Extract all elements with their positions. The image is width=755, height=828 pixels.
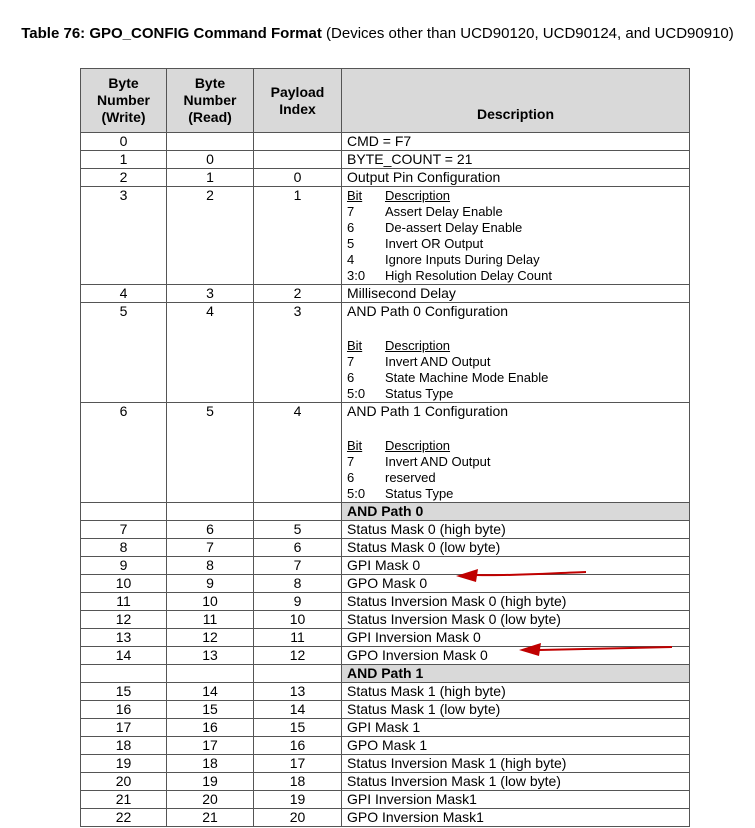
bit-list-header — [347, 188, 689, 204]
section-heading: AND Path 1 — [342, 665, 690, 683]
cell-description — [342, 187, 690, 285]
description-text: Status Inversion Mask 1 (low byte) — [347, 773, 561, 789]
description-text: AND Path 0 Configuration — [347, 303, 509, 319]
header-payload-index: Payload Index — [254, 69, 342, 133]
table-row — [81, 133, 690, 151]
cell-description — [342, 539, 690, 557]
cell-byte-read: 11 — [167, 611, 254, 629]
cell-byte-write: 4 — [81, 285, 167, 303]
cell-byte-write: 2 — [81, 169, 167, 187]
bit-description: Invert AND Output — [385, 454, 491, 469]
spacer — [347, 420, 689, 437]
bit-list-header — [347, 338, 689, 354]
table-row — [81, 169, 690, 187]
table-header-row — [81, 69, 690, 133]
bit-number: 7 — [347, 354, 355, 369]
cell-byte-read: 3 — [167, 285, 254, 303]
table-caption — [0, 24, 755, 43]
cell-payload-index: 2 — [254, 285, 342, 303]
description-text: GPI Mask 0 — [347, 557, 421, 573]
cell-byte-read: 10 — [167, 593, 254, 611]
description-text: GPI Mask 1 — [347, 719, 421, 735]
table-row — [81, 539, 690, 557]
bit-number: 3:0 — [347, 268, 366, 283]
bit-description: Assert Delay Enable — [385, 204, 503, 219]
bit-description-header: Description — [385, 188, 451, 203]
cell-byte-write: 5 — [81, 303, 167, 403]
table-row — [81, 303, 690, 403]
cell-payload-index: 18 — [254, 773, 342, 791]
cell-payload-index: 4 — [254, 403, 342, 503]
bit-field-list — [347, 188, 689, 284]
caption-rest: (Devices other than UCD90120, UCD90124, and UCD90910) — [321, 25, 734, 42]
cell-payload-index: 12 — [254, 647, 342, 665]
cell-byte-read: 6 — [167, 521, 254, 539]
table-row — [81, 611, 690, 629]
description-text: Millisecond Delay — [347, 285, 456, 301]
bit-field-row — [347, 354, 689, 370]
table-row — [81, 755, 690, 773]
bit-description: High Resolution Delay Count — [385, 268, 552, 283]
cell-byte-write: 21 — [81, 791, 167, 809]
description-text: GPI Inversion Mask 0 — [347, 629, 481, 645]
cell-description — [342, 611, 690, 629]
cell-byte-write: 16 — [81, 701, 167, 719]
cell-byte-read: 17 — [167, 737, 254, 755]
cell-description — [342, 737, 690, 755]
table-row — [81, 285, 690, 303]
cell-byte-write — [81, 665, 167, 683]
bit-list-header — [347, 438, 689, 454]
bit-field-row — [347, 486, 689, 502]
cell-payload-index: 19 — [254, 791, 342, 809]
table-body — [81, 133, 690, 827]
arrowhead — [519, 643, 541, 656]
bit-number: 7 — [347, 204, 355, 219]
cell-byte-write: 12 — [81, 611, 167, 629]
cell-payload-index: 3 — [254, 303, 342, 403]
cell-payload-index: 1 — [254, 187, 342, 285]
cell-payload-index: 16 — [254, 737, 342, 755]
cell-byte-write: 20 — [81, 773, 167, 791]
cell-description — [342, 773, 690, 791]
bit-description: Invert OR Output — [385, 236, 484, 251]
bit-description: Status Type — [385, 386, 454, 401]
description-text: GPO Inversion Mask 0 — [347, 647, 488, 663]
cell-description — [342, 133, 690, 151]
cell-byte-read — [167, 133, 254, 151]
arrowhead — [456, 569, 478, 582]
bit-field-row — [347, 204, 689, 220]
cell-byte-write: 0 — [81, 133, 167, 151]
bit-field-row — [347, 454, 689, 470]
cell-byte-read: 13 — [167, 647, 254, 665]
description-text: GPO Mask 1 — [347, 737, 428, 753]
cell-payload-index: 6 — [254, 539, 342, 557]
cell-byte-write: 9 — [81, 557, 167, 575]
cell-byte-write: 13 — [81, 629, 167, 647]
bit-field-row — [347, 236, 689, 252]
bit-number: 6 — [347, 470, 355, 485]
cell-byte-read: 16 — [167, 719, 254, 737]
cell-payload-index: 7 — [254, 557, 342, 575]
bit-description: Invert AND Output — [385, 354, 491, 369]
description-text: Status Mask 0 (low byte) — [347, 539, 501, 555]
table-row — [81, 187, 690, 285]
description-text: BYTE_COUNT = 21 — [347, 151, 473, 167]
bit-description-header: Description — [385, 438, 451, 453]
cell-byte-read: 8 — [167, 557, 254, 575]
bit-number: 5:0 — [347, 486, 366, 501]
bit-description: De-assert Delay Enable — [385, 220, 523, 235]
section-heading: AND Path 0 — [342, 503, 690, 521]
header-byte-read: Byte Number (Read) — [167, 69, 254, 133]
table-row — [81, 773, 690, 791]
cell-payload-index — [254, 503, 342, 521]
cell-byte-write — [81, 503, 167, 521]
table-row — [81, 557, 690, 575]
cell-payload-index: 9 — [254, 593, 342, 611]
table-row — [81, 701, 690, 719]
cell-description — [342, 403, 690, 503]
cell-byte-read: 19 — [167, 773, 254, 791]
cell-byte-read: 1 — [167, 169, 254, 187]
description-text: AND Path 1 Configuration — [347, 403, 509, 419]
cell-byte-read: 4 — [167, 303, 254, 403]
cell-byte-read: 2 — [167, 187, 254, 285]
bit-number: 7 — [347, 454, 355, 469]
table-row — [81, 593, 690, 611]
table-row — [81, 791, 690, 809]
cell-description — [342, 791, 690, 809]
cell-byte-read: 14 — [167, 683, 254, 701]
bit-description: Ignore Inputs During Delay — [385, 252, 540, 267]
bit-number: 5 — [347, 236, 355, 251]
bit-field-row — [347, 386, 689, 402]
cell-byte-write: 10 — [81, 575, 167, 593]
cell-byte-write: 19 — [81, 755, 167, 773]
description-text: GPO Mask 0 — [347, 575, 428, 591]
section-row — [81, 503, 690, 521]
description-text: Status Mask 1 (low byte) — [347, 701, 501, 717]
cell-byte-write: 17 — [81, 719, 167, 737]
bit-field-list — [347, 438, 689, 502]
description-text: Status Inversion Mask 0 (low byte) — [347, 611, 561, 627]
cell-payload-index: 15 — [254, 719, 342, 737]
cell-byte-read: 15 — [167, 701, 254, 719]
cell-description — [342, 521, 690, 539]
bit-field-row — [347, 252, 689, 268]
cell-payload-index: 11 — [254, 629, 342, 647]
cell-byte-write: 15 — [81, 683, 167, 701]
description-text: Output Pin Configuration — [347, 169, 501, 185]
description-text: Status Mask 0 (high byte) — [347, 521, 506, 537]
cell-byte-write: 1 — [81, 151, 167, 169]
cell-description — [342, 303, 690, 403]
table-row — [81, 683, 690, 701]
header-description: Description — [342, 69, 690, 133]
cell-payload-index: 20 — [254, 809, 342, 827]
cell-description — [342, 683, 690, 701]
bit-header-label: Bit — [347, 438, 363, 453]
bit-header-label: Bit — [347, 338, 363, 353]
arrow-icon — [517, 640, 677, 658]
bit-number: 4 — [347, 252, 355, 267]
bit-description: Status Type — [385, 486, 454, 501]
description-text: GPO Inversion Mask1 — [347, 809, 484, 825]
bit-header-label: Bit — [347, 188, 363, 203]
cell-description — [342, 719, 690, 737]
cell-byte-write: 8 — [81, 539, 167, 557]
command-format-table — [80, 68, 690, 827]
table-row — [81, 151, 690, 169]
cell-payload-index — [254, 151, 342, 169]
cell-payload-index: 17 — [254, 755, 342, 773]
cell-payload-index: 10 — [254, 611, 342, 629]
bit-description: reserved — [385, 470, 436, 485]
cell-byte-write: 22 — [81, 809, 167, 827]
cell-payload-index — [254, 133, 342, 151]
cell-payload-index: 13 — [254, 683, 342, 701]
cell-byte-read — [167, 665, 254, 683]
cell-byte-read — [167, 503, 254, 521]
cell-byte-read: 21 — [167, 809, 254, 827]
section-row — [81, 665, 690, 683]
cell-byte-write: 11 — [81, 593, 167, 611]
table-row — [81, 403, 690, 503]
cell-byte-read: 12 — [167, 629, 254, 647]
cell-description — [342, 755, 690, 773]
bit-field-list — [347, 338, 689, 402]
cell-payload-index: 14 — [254, 701, 342, 719]
bit-field-row — [347, 470, 689, 486]
bit-description: State Machine Mode Enable — [385, 370, 549, 385]
bit-field-row — [347, 370, 689, 386]
description-text: Status Mask 1 (high byte) — [347, 683, 506, 699]
table-row — [81, 737, 690, 755]
cell-description — [342, 593, 690, 611]
table-row — [81, 809, 690, 827]
table-row — [81, 719, 690, 737]
cell-byte-read: 5 — [167, 403, 254, 503]
description-text: Status Inversion Mask 0 (high byte) — [347, 593, 567, 609]
cell-description — [342, 809, 690, 827]
description-text: GPI Inversion Mask1 — [347, 791, 477, 807]
bit-field-row — [347, 268, 689, 284]
cell-description — [342, 169, 690, 187]
table-row — [81, 521, 690, 539]
bit-number: 5:0 — [347, 386, 366, 401]
bit-field-row — [347, 220, 689, 236]
cell-payload-index: 8 — [254, 575, 342, 593]
cell-description — [342, 151, 690, 169]
bit-description-header: Description — [385, 338, 451, 353]
cell-byte-write: 14 — [81, 647, 167, 665]
header-byte-write: Byte Number (Write) — [81, 69, 167, 133]
cell-byte-read: 20 — [167, 791, 254, 809]
description-text: CMD = F7 — [347, 133, 412, 149]
cell-byte-read: 7 — [167, 539, 254, 557]
cell-byte-write: 7 — [81, 521, 167, 539]
cell-description — [342, 701, 690, 719]
cell-byte-write: 6 — [81, 403, 167, 503]
cell-byte-write: 3 — [81, 187, 167, 285]
cell-byte-read: 18 — [167, 755, 254, 773]
arrow-shaft — [476, 572, 586, 575]
cell-payload-index: 5 — [254, 521, 342, 539]
bit-number: 6 — [347, 370, 355, 385]
cell-description — [342, 285, 690, 303]
bit-number: 6 — [347, 220, 355, 235]
cell-payload-index: 0 — [254, 169, 342, 187]
arrow-icon — [454, 566, 590, 584]
description-text: Status Inversion Mask 1 (high byte) — [347, 755, 567, 771]
cell-byte-read: 9 — [167, 575, 254, 593]
cell-byte-write: 18 — [81, 737, 167, 755]
table-row — [81, 575, 690, 593]
cell-byte-read: 0 — [167, 151, 254, 169]
cell-payload-index — [254, 665, 342, 683]
arrow-shaft — [539, 647, 672, 650]
spacer — [347, 320, 689, 337]
caption-lead: Table 76: GPO_CONFIG Command Format — [21, 25, 322, 42]
